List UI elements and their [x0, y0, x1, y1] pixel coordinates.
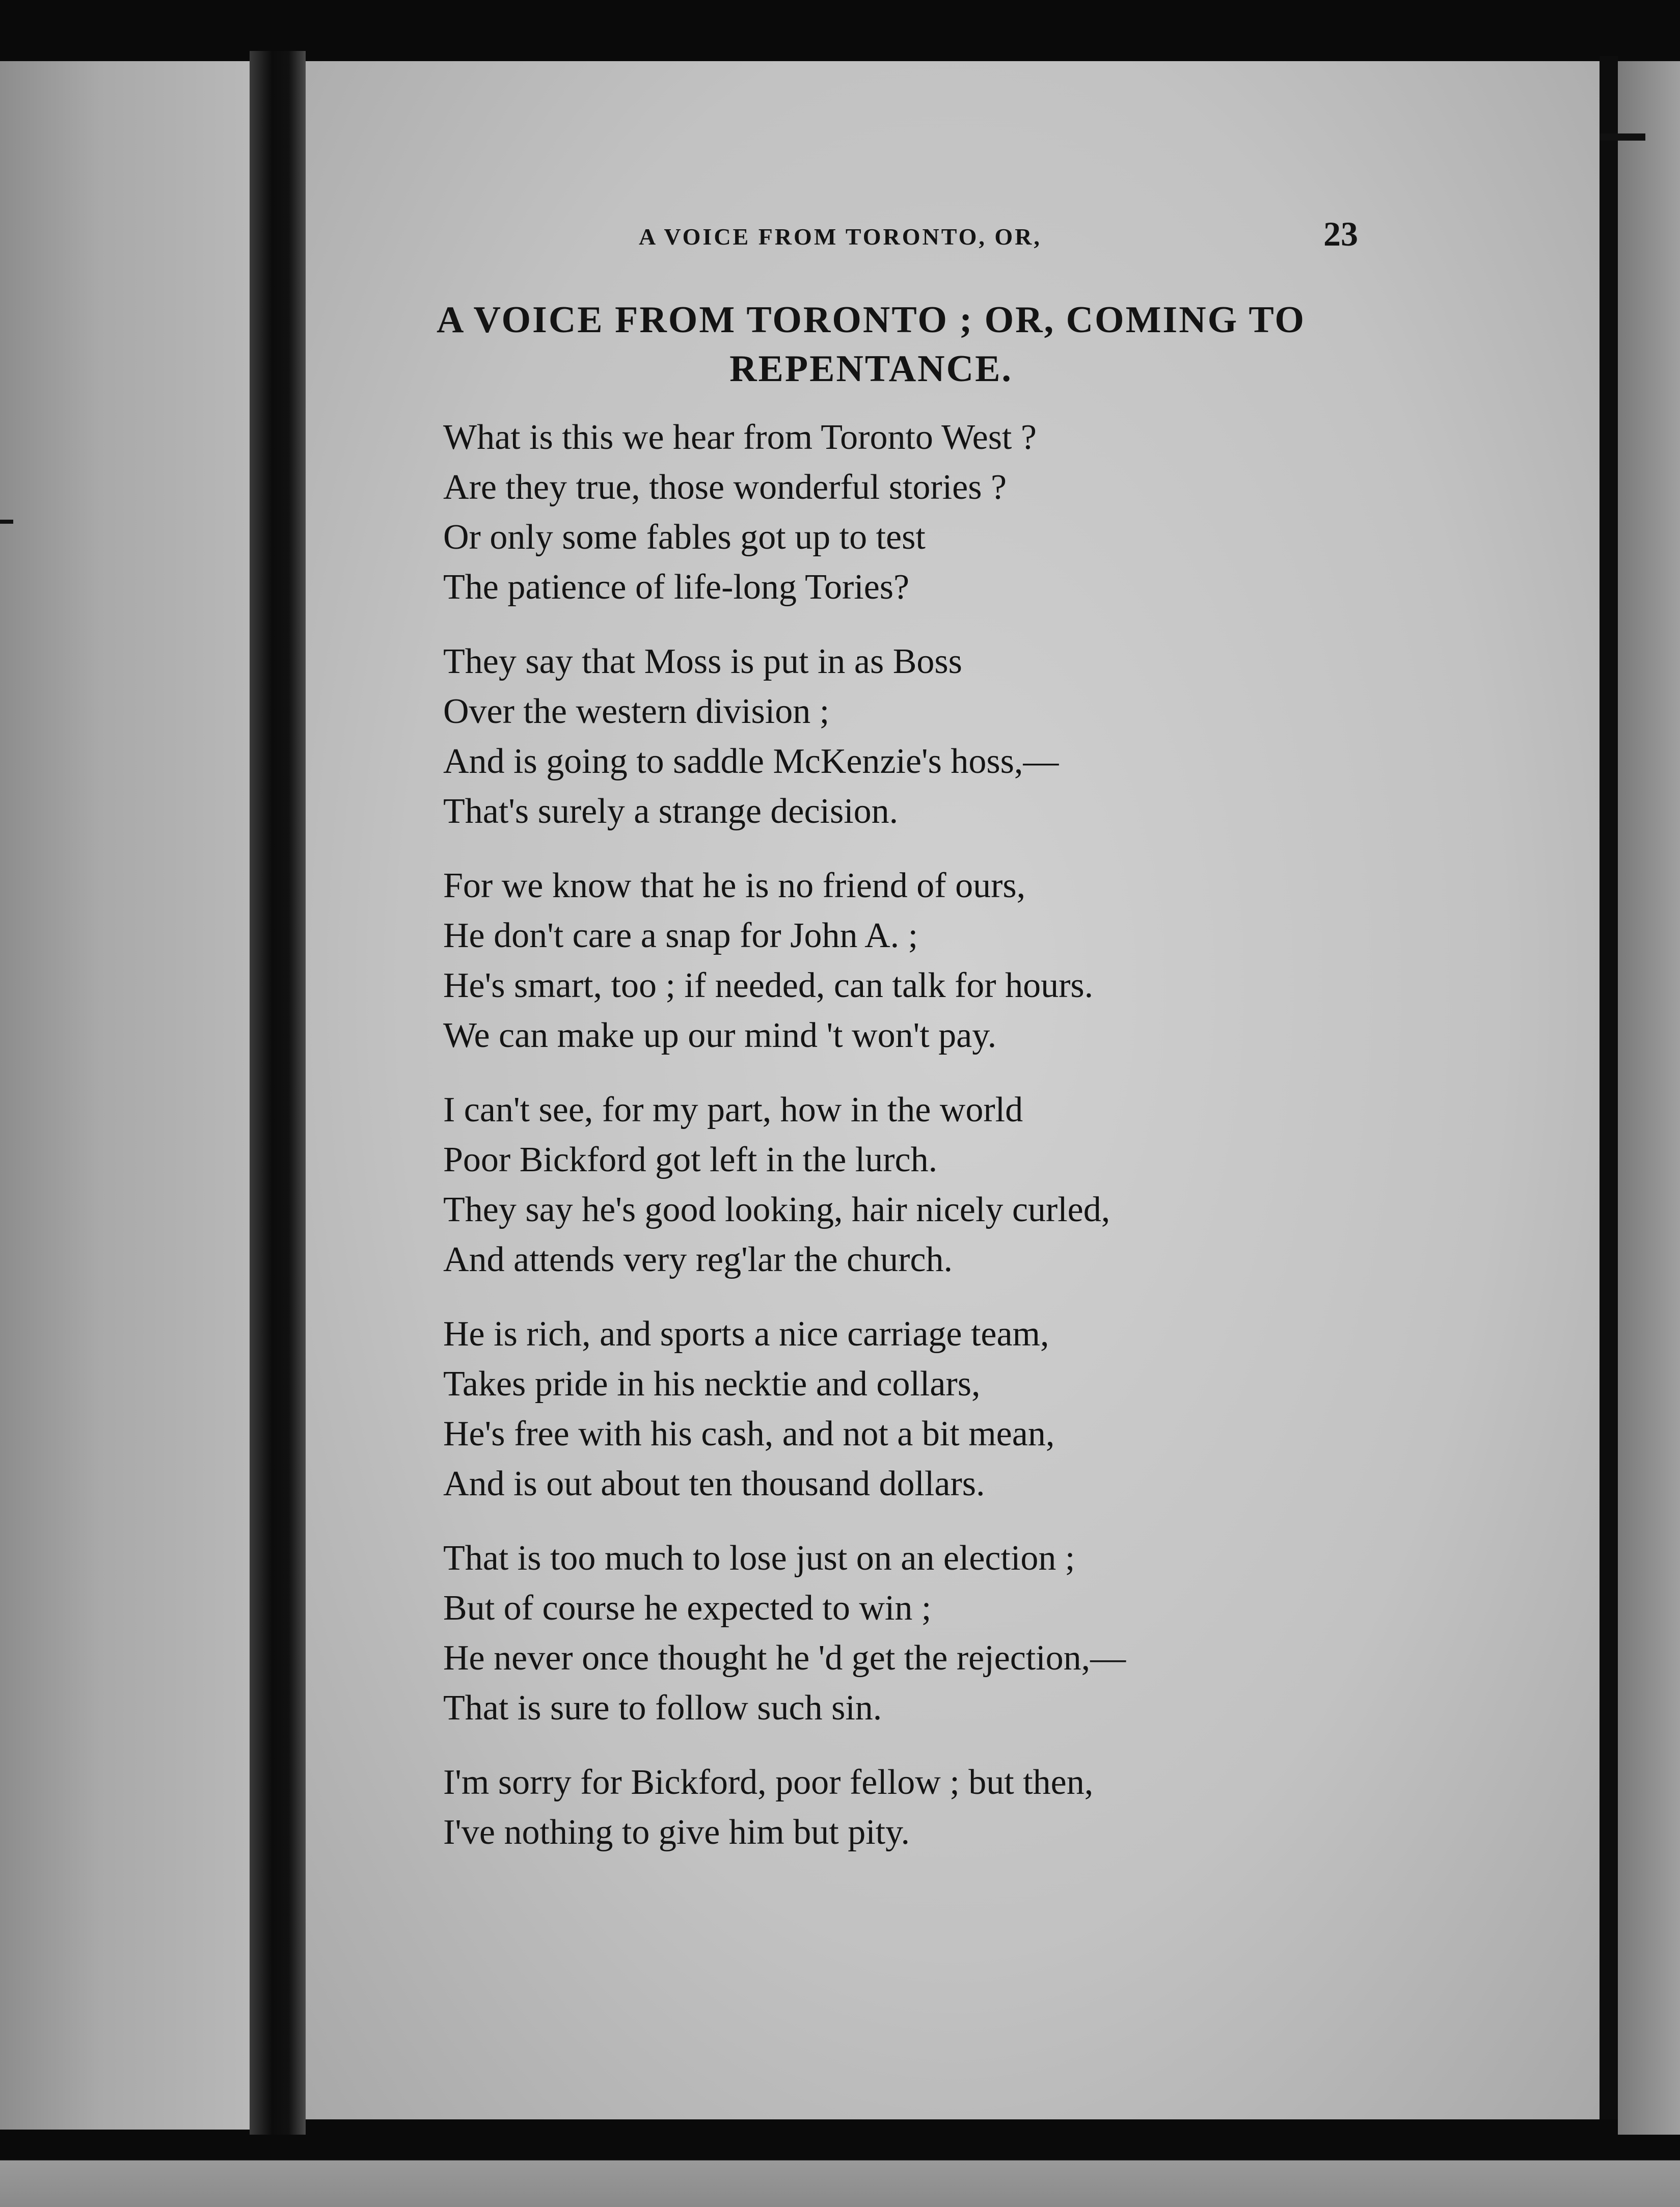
poem-line: He's smart, too ; if needed, can talk for hours.: [443, 966, 1094, 1005]
poem-line: The patience of life-long Tories?: [443, 568, 910, 607]
stanza: [443, 1309, 1513, 1509]
next-page-edge: [1618, 61, 1680, 2135]
poem-line: But of course he expected to win ;: [443, 1589, 932, 1628]
poem-line: Over the western division ;: [443, 692, 830, 731]
poem-line: That's surely a strange decision.: [443, 792, 899, 831]
page-number: 23: [1323, 214, 1358, 253]
poem-title-line-1: A VOICE FROM TORONTO ; OR, COMING TO: [437, 299, 1306, 341]
poem-line: What is this we hear from Toronto West ?: [443, 418, 1037, 457]
stanza: [443, 861, 1513, 1061]
previous-page-edge: [0, 61, 250, 2130]
poem-line: And is out about ten thousand dollars.: [443, 1464, 985, 1503]
poem-line: Or only some fables got up to test: [443, 518, 926, 557]
running-head-title: A VOICE FROM TORONTO, OR,: [639, 224, 1042, 250]
poem-line: And attends very reg'lar the church.: [443, 1240, 953, 1279]
poem-line: We can make up our mind 't won't pay.: [443, 1016, 997, 1055]
poem-line: That is sure to follow such sin.: [443, 1688, 882, 1728]
poem-line: Poor Bickford got left in the lurch.: [443, 1140, 938, 1179]
poem-line: I'm sorry for Bickford, poor fellow ; but then,: [443, 1763, 1094, 1802]
stanza: [443, 1758, 1513, 1858]
poem-body: [443, 413, 1513, 1882]
book-page: [306, 61, 1600, 2119]
poem-line: Takes pride in his necktie and collars,: [443, 1364, 981, 1404]
poem-title: [397, 295, 1345, 393]
poem-line: They say he's good looking, hair nicely curled,: [443, 1190, 1110, 1229]
poem-title-line-2: REPENTANCE.: [729, 348, 1013, 390]
stanza: [443, 637, 1513, 837]
scan-bottom-strip: [0, 2135, 1680, 2207]
stanza: [443, 1533, 1513, 1733]
edge-mark: [0, 520, 13, 524]
poem-line: He is rich, and sports a nice carriage team,: [443, 1314, 1049, 1354]
poem-line: I've nothing to give him but pity.: [443, 1813, 910, 1852]
stanza: [443, 413, 1513, 612]
poem-line: And is going to saddle McKenzie's hoss,—: [443, 742, 1059, 781]
poem-line: They say that Moss is put in as Boss: [443, 642, 962, 681]
edge-mark-right: [1600, 133, 1645, 141]
poem-line: That is too much to lose just on an election ;: [443, 1539, 1075, 1578]
poem-line: He never once thought he 'd get the rejection,—: [443, 1638, 1126, 1678]
poem-line: He don't care a snap for John A. ;: [443, 916, 918, 955]
stanza: [443, 1085, 1513, 1285]
poem-line: I can't see, for my part, how in the world: [443, 1090, 1023, 1129]
poem-line: For we know that he is no friend of ours,: [443, 866, 1026, 905]
page-right-edge: [1600, 56, 1618, 2155]
poem-line: He's free with his cash, and not a bit mean,: [443, 1414, 1055, 1454]
poem-line: Are they true, those wonderful stories ?: [443, 468, 1007, 507]
book-spine: [250, 51, 306, 2207]
